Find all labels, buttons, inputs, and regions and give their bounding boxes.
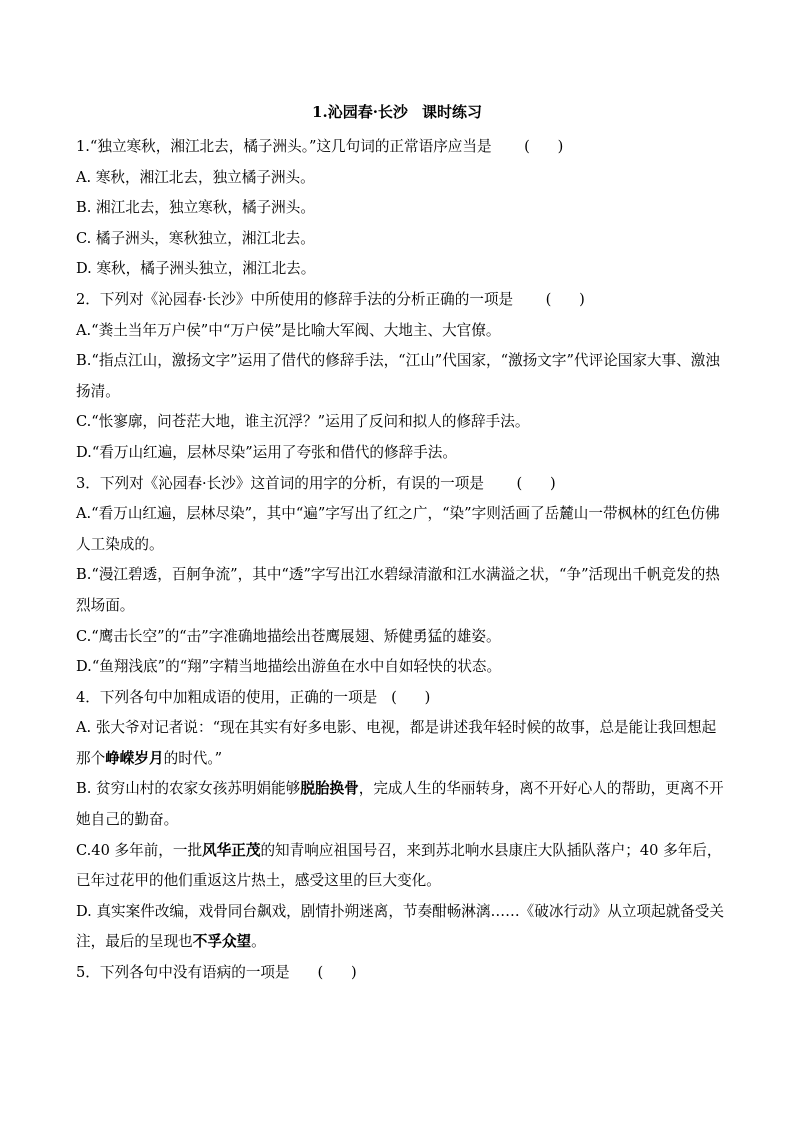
question-4-option-a: A. 张大爷对记者说：“现在其实有好多电影、电视，都是讲述我年轻时候的故事，总是能让我回想起那个峥嵘岁月的时代。” bbox=[76, 719, 717, 767]
bold-idiom: 风华正茂 bbox=[202, 841, 261, 859]
question-3-option-d: D.“鱼翔浅底”的“翔”字精当地描绘出游鱼在水中自如轻快的状态。 bbox=[76, 658, 502, 676]
question-2-option-c: C.“怅寥廓，问苍茫大地，谁主沉浮？”运用了反问和拟人的修辞手法。 bbox=[76, 413, 530, 431]
answer-blank[interactable]: ( ) bbox=[317, 964, 357, 982]
question-1-option-c: C. 橘子洲头，寒秋独立，湘江北去。 bbox=[76, 229, 315, 247]
bold-idiom: 不孚众望 bbox=[192, 933, 252, 951]
question-1-option-d: D. 寒秋，橘子洲头独立，湘江北去。 bbox=[76, 260, 316, 278]
document-title bbox=[0, 102, 794, 122]
question-2-option-a: A.“粪土当年万户侯”中“万户侯”是比喻大军阀、大地主、大官僚。 bbox=[76, 321, 501, 339]
question-1-option-a: A. 寒秋，湘江北去，独立橘子洲头。 bbox=[76, 168, 315, 186]
question-5-stem: 5．下列各句中没有语病的一项是 ( ) bbox=[76, 958, 726, 989]
question-2-option-d: D.“看万山红遍，层林尽染”运用了夸张和借代的修辞手法。 bbox=[76, 443, 457, 461]
question-4-option-c: C.40 多年前，一批风华正茂的知青响应祖国号召，来到苏北响水县康庄大队插队落户；40 多年后，已年过花甲的他们重返这片热土，感受这里的巨大变化。 bbox=[76, 841, 722, 890]
title-text: 1.沁园春·长沙 bbox=[312, 103, 408, 121]
answer-blank[interactable]: ( ) bbox=[545, 290, 585, 308]
question-4-option-d: D. 真实案件改编，戏骨同台飙戏，剧情扑朔迷离，节奏酣畅淋漓……《破冰行动》从立项起就备受关注，最后的呈现也不孚众望。 bbox=[76, 902, 724, 951]
answer-blank[interactable]: ( ) bbox=[516, 474, 556, 492]
question-3-option-a: A.“看万山红遍，层林尽染”，其中“遍”字写出了红之广，“染”字则活画了岳麓山一带枫林的红色仿佛人工染成的。 bbox=[76, 505, 720, 553]
question-3-option-b: B.“漫江碧透，百舸争流”，其中“透”字写出江水碧绿清澈和江水满溢之状，“争”活现出千帆竞发的热烈场面。 bbox=[76, 566, 720, 614]
question-1-stem: 1.“独立寒秋，湘江北去，橘子洲头。”这几句词的正常语序应当是 ( ) bbox=[76, 132, 726, 163]
subtitle-text: 课时练习 bbox=[421, 103, 482, 121]
exercise-content bbox=[76, 132, 726, 989]
question-1-option-b: B. 湘江北去，独立寒秋，橘子洲头。 bbox=[76, 199, 315, 217]
question-2-option-b: B.“指点江山，激扬文字”运用了借代的修辞手法，“江山”代国家，“激扬文字”代评论国家大事、激浊扬清。 bbox=[76, 352, 720, 400]
question-4-option-b: B. 贫穷山村的农家女孩苏明娟能够脱胎换骨，完成人生的华丽转身，离不开好心人的帮助，更离不开她自己的勤奋。 bbox=[76, 780, 724, 829]
question-3-stem: 3．下列对《沁园春·长沙》这首词的用字的分析，有误的一项是 ( ) bbox=[76, 469, 726, 500]
question-2-stem: 2．下列对《沁园春·长沙》中所使用的修辞手法的分析正确的一项是 ( ) bbox=[76, 285, 726, 316]
answer-blank[interactable]: ( ) bbox=[524, 138, 564, 155]
question-4-stem: 4．下列各句中加粗成语的使用，正确的一项是 ( ) bbox=[76, 683, 726, 714]
question-3-option-c: C.“鹰击长空”的“击”字准确地描绘出苍鹰展翅、矫健勇猛的雄姿。 bbox=[76, 627, 501, 645]
answer-blank[interactable]: ( ) bbox=[391, 688, 431, 706]
bold-idiom: 峥嵘岁月 bbox=[105, 749, 164, 767]
bold-idiom: 脱胎换骨 bbox=[300, 780, 359, 798]
